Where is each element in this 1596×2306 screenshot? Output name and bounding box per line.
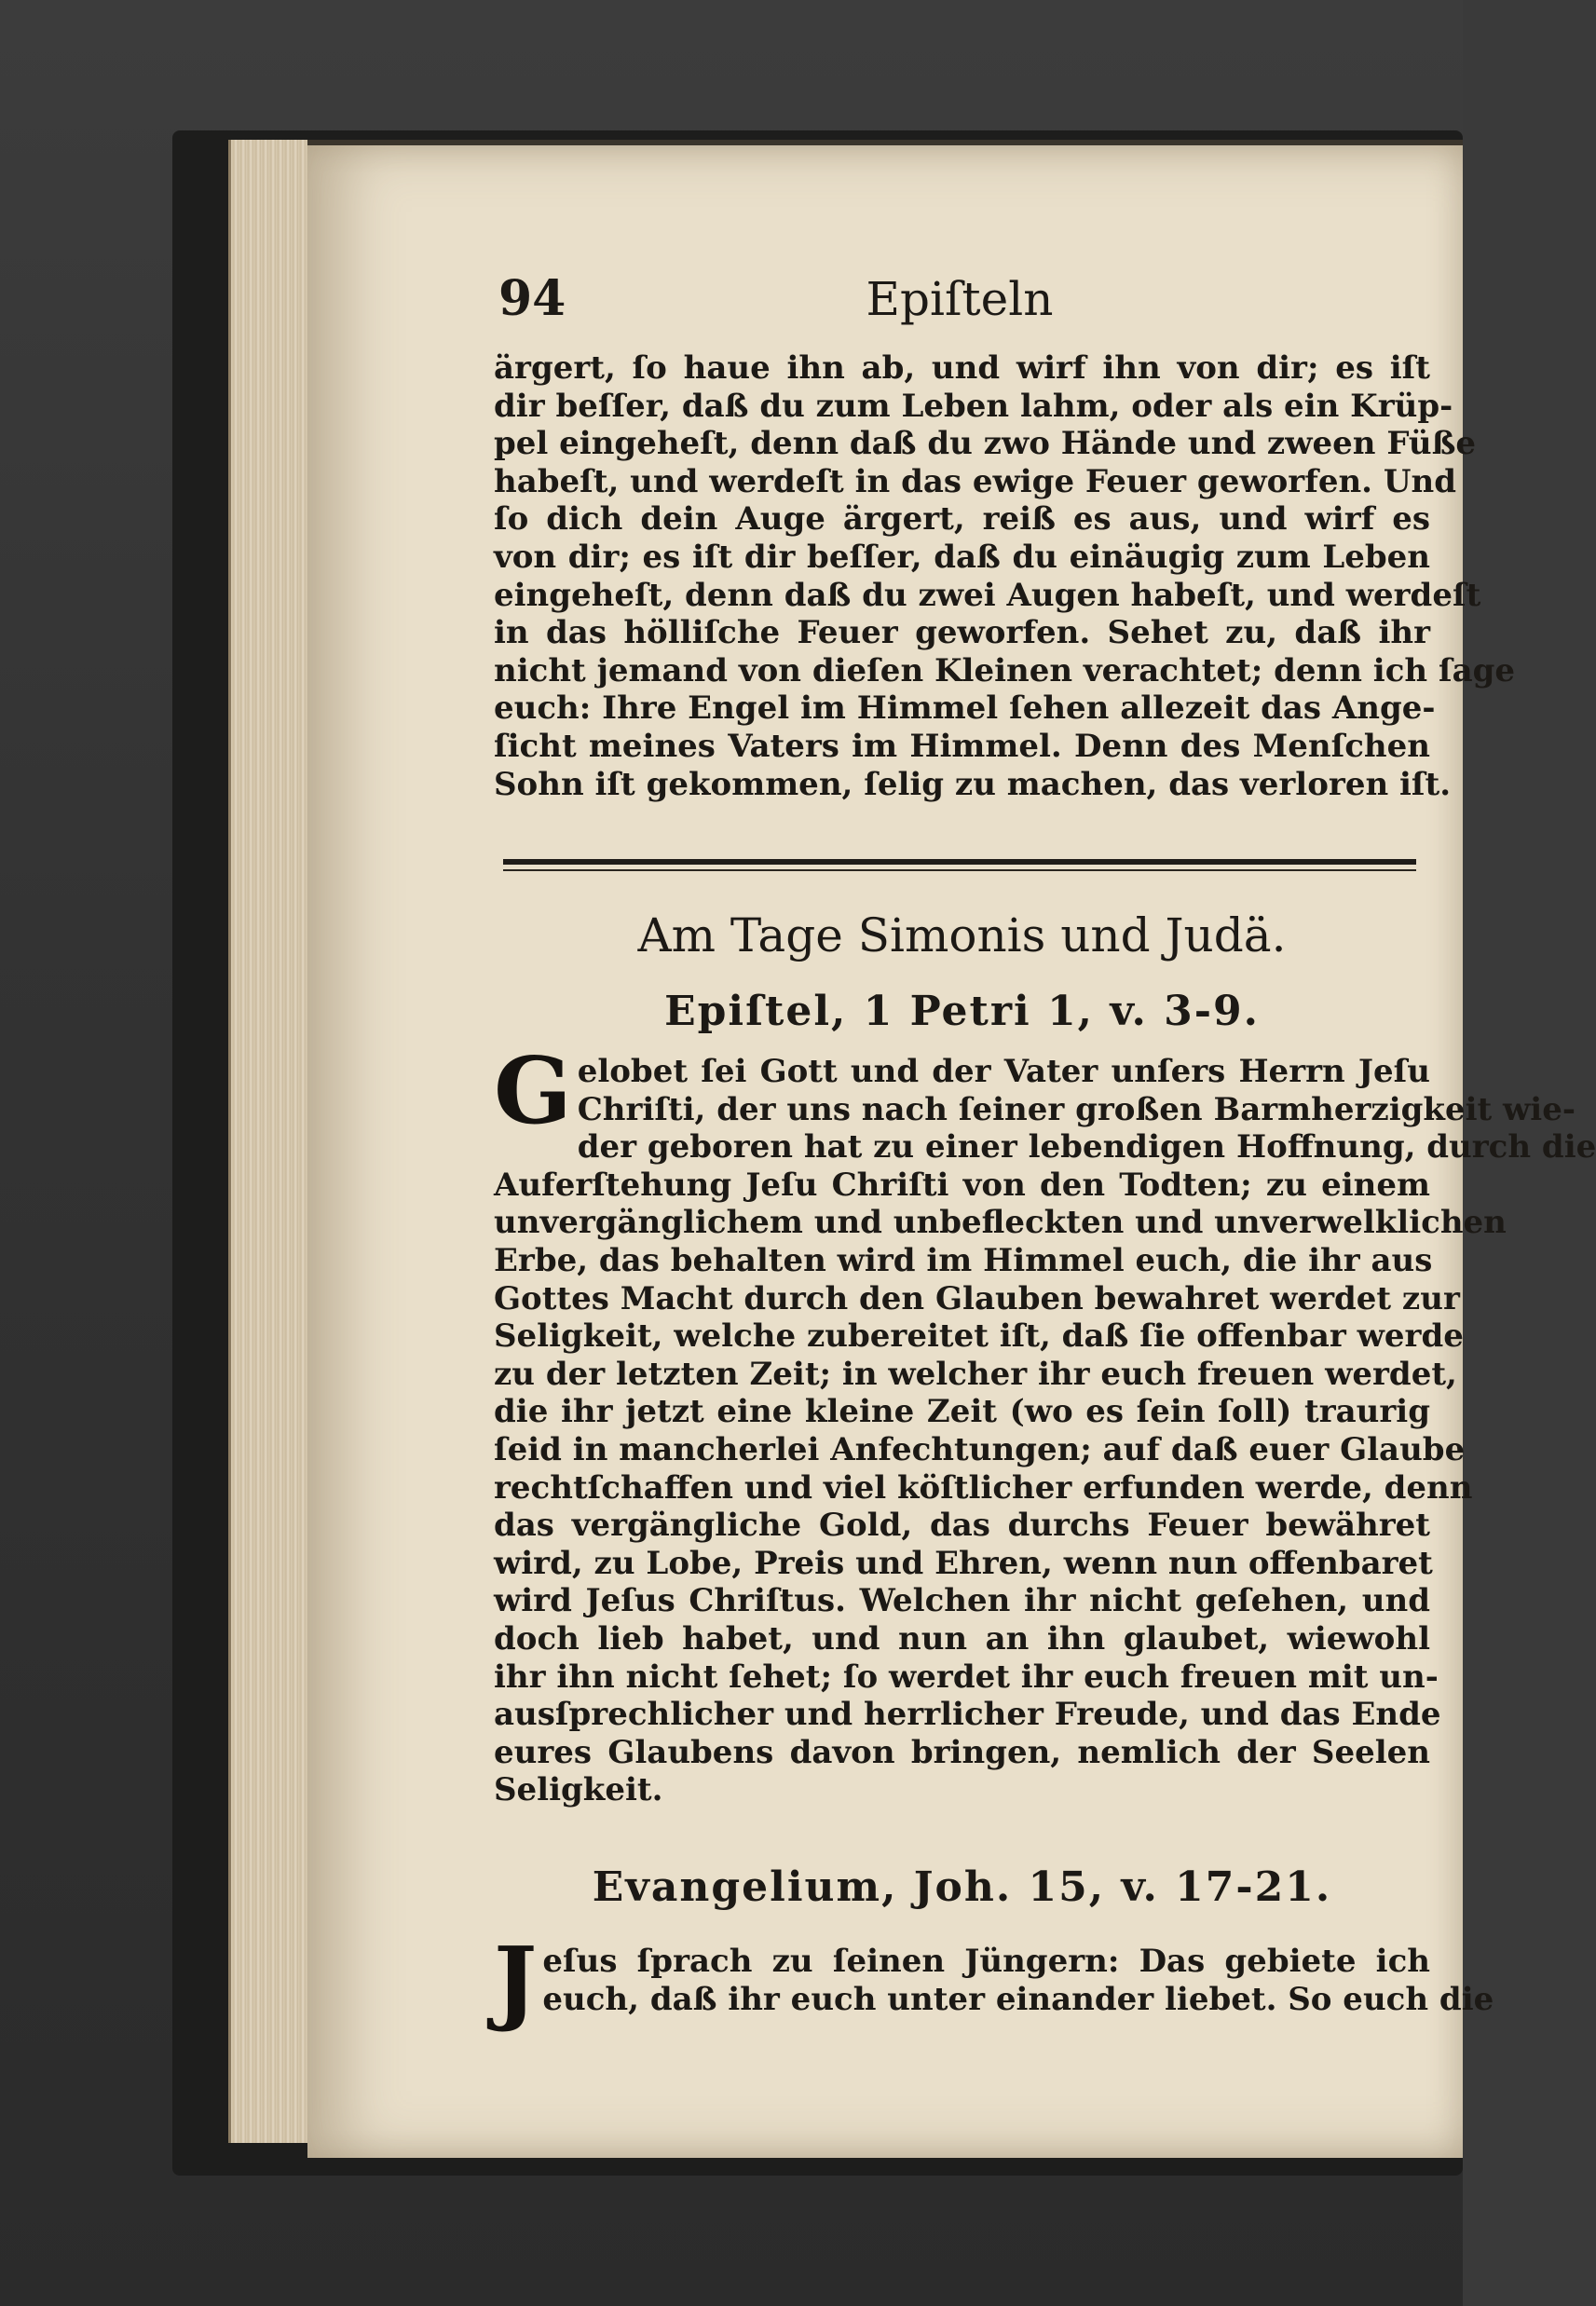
text-line: Seligkeit. — [494, 1771, 663, 1809]
text-block-epistle — [494, 1038, 1596, 1809]
gospel-heading: Evangelium, Joh. 15, v. 17-21. — [592, 1863, 1332, 1911]
text-line: ſeid in mancherlei Anfechtungen; auf daß euer Glaube — [494, 1430, 1466, 1468]
text-line: wird Jeſus Chriſtus. Welchen ihr nicht geſehen, und — [494, 1582, 1430, 1620]
text-line: Erbe, das behalten wird im Himmel euch, die ihr aus — [494, 1241, 1433, 1279]
text-block-continuation — [494, 349, 1516, 803]
text-line: Sohn iſt gekommen, ſelig zu machen, das verloren iſt. — [494, 765, 1452, 803]
text-line: unvergänglichem und unbefleckten und unverwelklichen — [494, 1204, 1507, 1242]
text-line: zu der letzten Zeit; in welcher ihr euch freuen werdet, — [494, 1355, 1457, 1393]
text-line: elobet ſei Gott und der Vater unſers Herrn Jeſu — [577, 1053, 1430, 1090]
text-line: habeſt, und werdeſt in das ewige Feuer geworfen. Und — [494, 462, 1456, 500]
text-line: rechtſchaffen und viel köſtlicher erfunden werde, denn — [494, 1468, 1473, 1507]
drop-cap: G — [494, 1038, 572, 1145]
text-line: eures Glaubens davon bringen, nemlich der Seelen — [494, 1733, 1430, 1771]
page-number: 94 — [498, 270, 566, 327]
text-line: nicht jemand von dieſen Kleinen verachtet; denn ich ſage — [494, 651, 1516, 689]
text-line: Auferſtehung Jeſu Chriſti von den Todten; zu einem — [494, 1166, 1430, 1204]
text-line: doch lieb habet, und nun an ihn glaubet, wiewohl — [494, 1619, 1430, 1658]
section-divider-thin — [503, 869, 1416, 871]
page-header — [498, 270, 1421, 335]
text-line: von dir; es iſt dir beſſer, daß du einäugig zum Leben — [494, 538, 1430, 576]
text-block-gospel — [494, 1928, 1494, 2035]
text-line: Chriſti, der uns nach ſeiner großen Barmherzigkeit wie- — [577, 1090, 1576, 1128]
text-line: euch, daß ihr euch unter einander liebet. So euch die — [542, 1980, 1494, 2018]
text-line: das vergängliche Gold, das durchs Feuer bewähret — [494, 1507, 1430, 1545]
text-line: pel eingeheſt, denn daß du zwo Hände und zween Füße — [494, 425, 1477, 463]
text-line: eingeheſt, denn daß du zwei Augen habeſt, und werdeſt — [494, 576, 1481, 614]
text-line: ihr ihn nicht ſehet; ſo werdet ihr euch freuen mit un- — [494, 1658, 1439, 1696]
text-line: ſo dich dein Auge ärgert, reiß es aus, und wirf es — [494, 500, 1430, 539]
text-line: wird, zu Lobe, Preis und Ehren, wenn nun offenbaret — [494, 1544, 1433, 1582]
section-divider — [503, 859, 1416, 865]
text-line: der geboren hat zu einer lebendigen Hoffnung, durch die — [577, 1128, 1596, 1167]
drop-cap: J — [494, 1928, 538, 2035]
text-line: ärgert, ſo haue ihn ab, und wirf ihn von dir; es iſt — [494, 349, 1430, 387]
text-line: in das hölliſche Feuer geworfen. Sehet zu, daß ihr — [494, 614, 1430, 652]
text-line: ausſprechlicher und herrlicher Freude, und das Ende — [494, 1696, 1441, 1734]
running-head: Epiſteln — [866, 272, 1054, 326]
epistle-heading: Epiſtel, 1 Petri 1, v. 3-9. — [664, 988, 1260, 1035]
text-line: eſus ſprach zu ſeinen Jüngern: Das gebiete ich — [542, 1943, 1430, 1980]
text-line: euch: Ihre Engel im Himmel ſehen allezeit das Ange- — [494, 689, 1436, 728]
text-line: dir beſſer, daß du zum Leben lahm, oder als ein Krüp- — [494, 387, 1453, 425]
text-line: die ihr jetzt eine kleine Zeit (wo es ſein ſoll) traurig — [494, 1393, 1430, 1431]
text-line: Gottes Macht durch den Glauben bewahret werdet zur — [494, 1279, 1460, 1317]
section-title: Am Tage Simonis und Judä. — [637, 908, 1287, 962]
text-line: Seligkeit, welche zubereitet iſt, daß ſie offenbar werde — [494, 1317, 1464, 1356]
text-line: ſicht meines Vaters im Himmel. Denn des Menſchen — [494, 727, 1430, 765]
